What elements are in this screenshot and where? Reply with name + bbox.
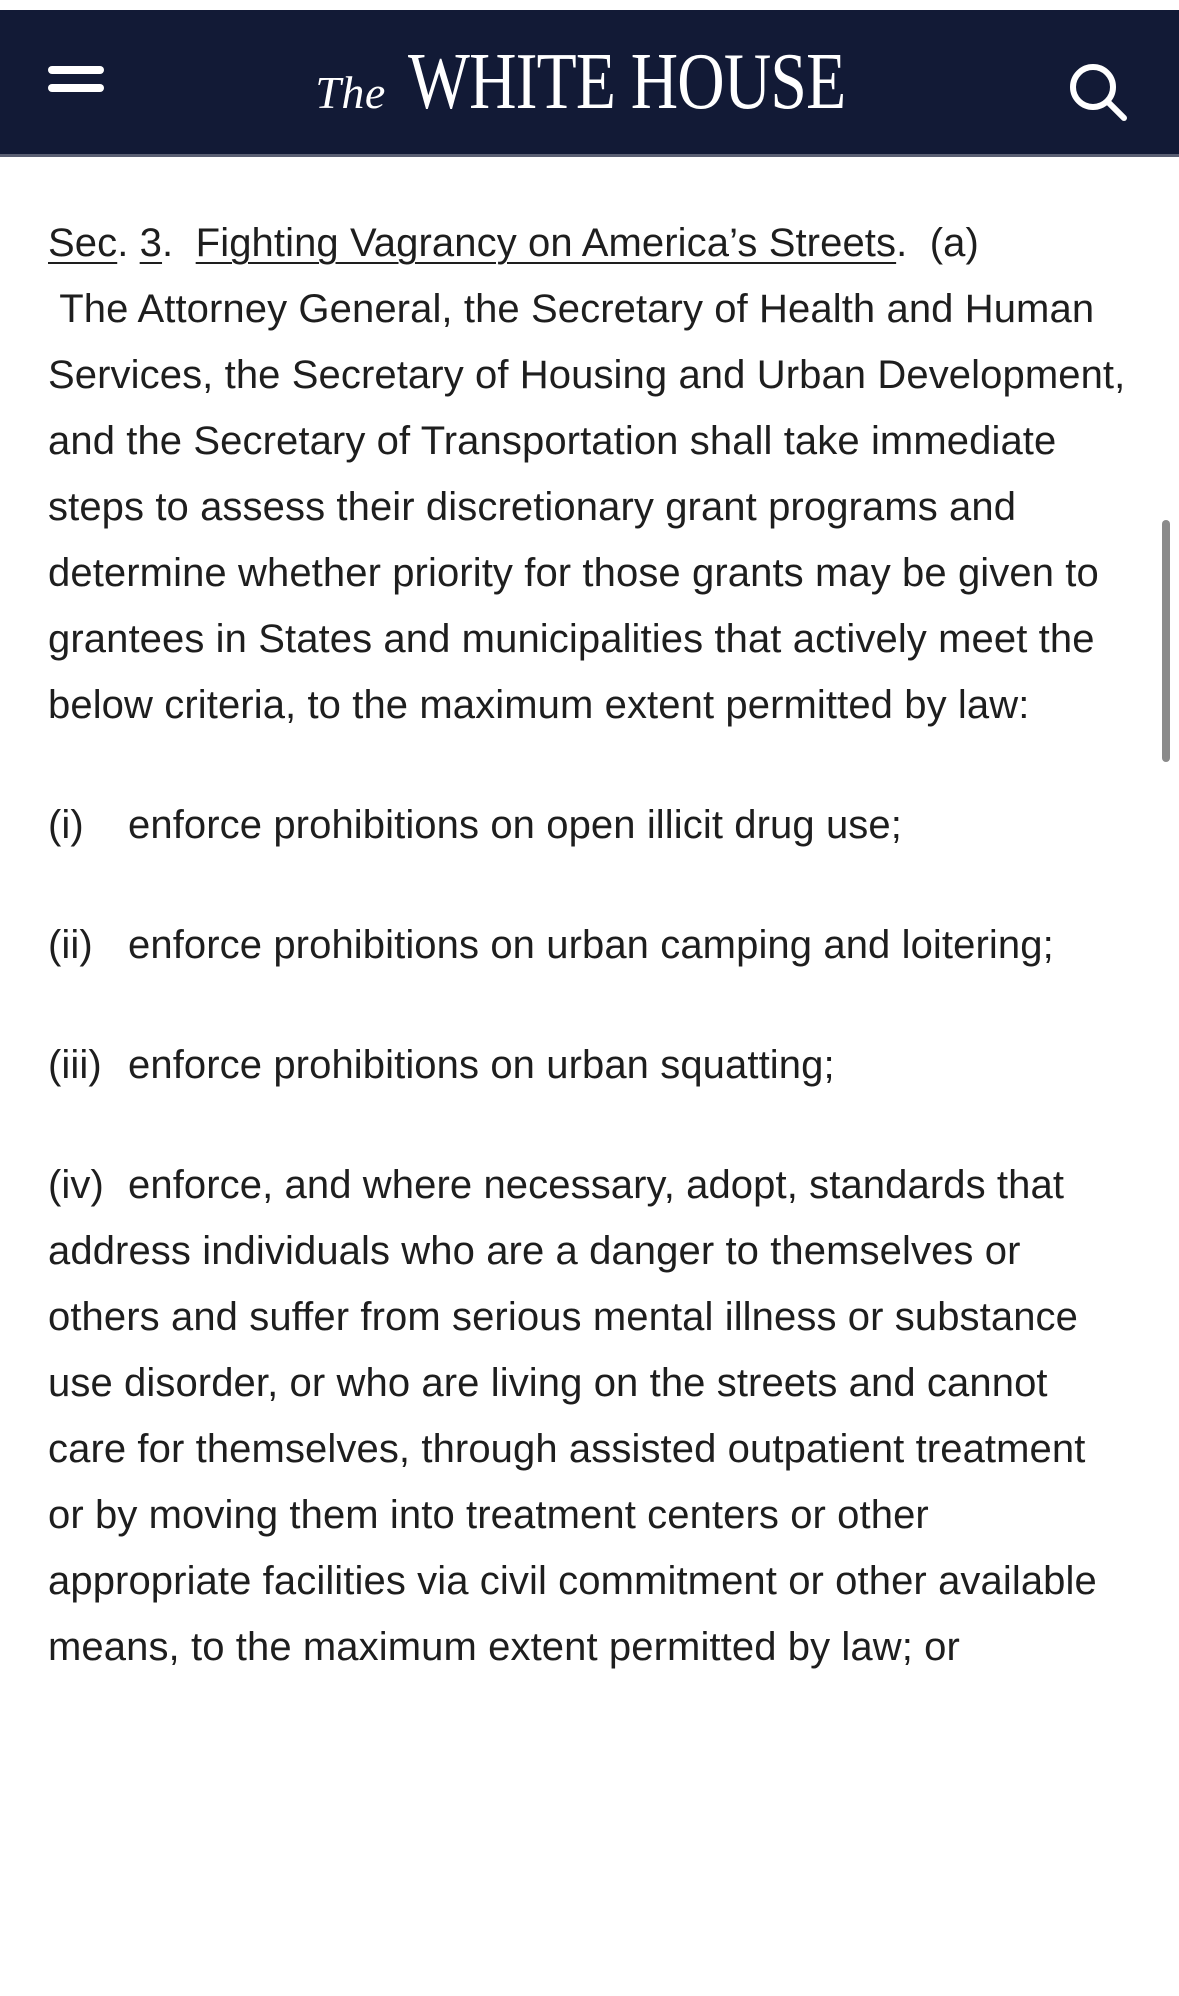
status-area bbox=[0, 0, 1179, 10]
article-body bbox=[48, 210, 1128, 1680]
list-item-number: (iii) bbox=[48, 1043, 102, 1087]
logo-the: The bbox=[315, 66, 386, 118]
list-item-number: (ii) bbox=[48, 923, 93, 967]
section-intro-text: The Attorney General, the Secretary of Health and Human Services, the Secretary of Housing and Urban Development, and the Secretary of Transportation shall take immediate steps to assess their discretionary grant programs and determine whether priority for those grants may be given to grantees in States and municipalities that actively meet the below criteria, to the maximum extent permitted by law: bbox=[48, 287, 1126, 727]
scrollbar-thumb[interactable] bbox=[1162, 520, 1170, 762]
list-item bbox=[48, 1152, 1128, 1680]
logo-name: WHITE HOUSE bbox=[407, 37, 846, 126]
section-label-link[interactable]: Sec bbox=[48, 221, 118, 265]
section-number-link[interactable]: 3 bbox=[139, 221, 163, 265]
section-paragraph: Sec. 3. Fighting Vagrancy on America’s Streets. (a) The Attorney General, the Secretary of Health and Human Services, the Secretary of Housing and Urban Development, and the Secretary of Transportation shall take immediate steps to assess their discretionary grant programs and determine whether priority for those grants may be given to grantees in States and municipalities that actively meet the below criteria, to the maximum extent permitted by law: bbox=[48, 221, 1126, 727]
list-item bbox=[48, 792, 1128, 858]
list-item-text: enforce prohibitions on urban squatting; bbox=[128, 1043, 835, 1087]
hamburger-menu-icon bbox=[40, 56, 110, 112]
search-icon bbox=[1064, 58, 1132, 126]
site-logo[interactable] bbox=[0, 10, 1179, 154]
subsection-label: (a) bbox=[929, 221, 979, 265]
list-item-text: enforce prohibitions on open illicit drug use; bbox=[128, 803, 902, 847]
list-item-text: enforce, and where necessary, adopt, standards that address individuals who are a danger to themselves or others and suffer from serious mental illness or substance use disorder, or who are living on the streets and cannot care for themselves, through assisted outpatient treatment or by moving them into treatment centers or other appropriate facilities via civil commitment or other available means, to the maximum extent permitted by law; or bbox=[48, 1163, 1097, 1669]
section-title-link[interactable]: Fighting Vagrancy on America’s Streets bbox=[195, 221, 897, 265]
search-button[interactable] bbox=[1064, 58, 1132, 126]
site-header bbox=[0, 10, 1179, 157]
list-item-text: enforce prohibitions on urban camping and loitering; bbox=[128, 923, 1054, 967]
list-item-number: (i) bbox=[48, 803, 84, 847]
list-item bbox=[48, 912, 1128, 978]
list-item bbox=[48, 1032, 1128, 1098]
menu-button[interactable] bbox=[40, 56, 110, 112]
list-item-number: (iv) bbox=[48, 1163, 104, 1207]
